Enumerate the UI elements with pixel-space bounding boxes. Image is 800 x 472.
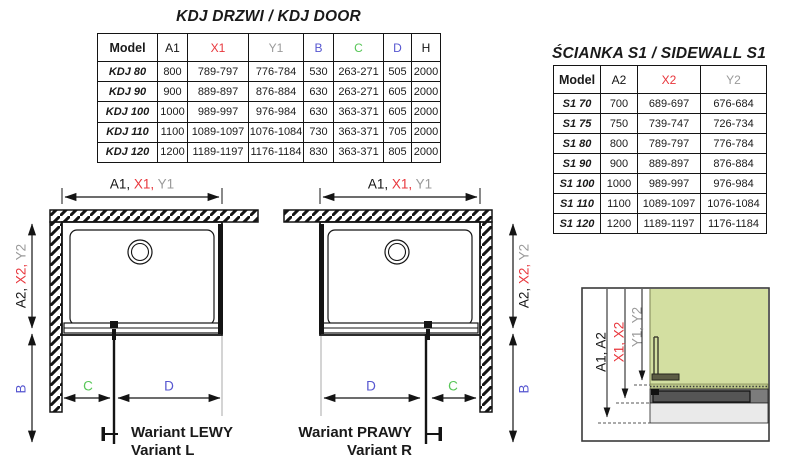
cell: 876-884 [249,82,304,102]
table-row [98,102,441,122]
cell: 1176-1184 [249,142,304,162]
cell: S1 120 [554,214,601,234]
dim-a2: A2, [13,284,29,309]
table-row [554,114,767,134]
col-x2: X2 [638,66,701,94]
cell: 830 [304,142,334,162]
cell: 730 [304,122,334,142]
dim-x2: X2, [516,260,532,285]
cell: 776-784 [249,62,304,82]
dim-label-d: D [366,378,376,394]
cell: 1089-1097 [638,194,701,214]
cell: KDJ 90 [98,82,158,102]
sidewall-table-title: ŚCIANKA S1 / SIDEWALL S1 [551,45,767,62]
variant-left-line1: Wariant LEWY [131,424,233,441]
cell: 630 [304,82,334,102]
cell: S1 90 [554,154,601,174]
table-row [554,214,767,234]
cell: 726-734 [701,114,767,134]
variant-right-line1: Wariant PRAWY [298,424,412,441]
cell: 2000 [412,82,441,102]
col-d: D [384,34,412,62]
cell: 605 [384,82,412,102]
table-row [554,154,767,174]
table-row [554,194,767,214]
col-model: Model [98,34,158,62]
table-row [554,94,767,114]
cell: 705 [384,122,412,142]
cell: S1 110 [554,194,601,214]
cell: 800 [601,134,638,154]
cell: 776-784 [701,134,767,154]
cell: 976-984 [701,174,767,194]
cell: 676-684 [701,94,767,114]
cell: 689-697 [638,94,701,114]
door-hinge [424,321,432,328]
shower-tray [320,222,480,335]
top-wall-hatch [284,210,492,222]
dim-label-a2x2y2 [15,244,28,308]
cell: 1200 [158,142,188,162]
cell: KDJ 80 [98,62,158,82]
dim-x1: X1, [133,176,158,192]
cell: 889-897 [188,82,249,102]
cell: 1200 [601,214,638,234]
cell: 263-271 [334,82,384,102]
cell: 989-997 [638,174,701,194]
col-y1: Y1 [249,34,304,62]
cell: 805 [384,142,412,162]
col-y2: Y2 [701,66,767,94]
cell: 2000 [412,142,441,162]
cell: S1 100 [554,174,601,194]
table-row [98,122,441,142]
door-handle-icon [102,427,106,441]
dim-label-b: B [13,384,29,394]
door-handle-icon [439,427,443,441]
door-table [97,33,441,163]
cell: 1089-1097 [188,122,249,142]
cell: S1 80 [554,134,601,154]
cell: KDJ 100 [98,102,158,122]
col-a1: A1 [158,34,188,62]
dim-y1: Y1 [415,176,433,192]
profile-channel [653,391,750,402]
col-model: Model [554,66,601,94]
profile-foot [652,374,679,380]
detail-label-y1y2: Y1, Y2 [629,306,645,348]
cell: 976-984 [249,102,304,122]
cell: 1100 [158,122,188,142]
col-b: B [304,34,334,62]
door-table-title: KDJ DRZWI / KDJ DOOR [176,8,361,25]
col-a2: A2 [601,66,638,94]
cell: 1189-1197 [638,214,701,234]
cell: 263-271 [334,62,384,82]
sidewall-table-header [554,66,767,94]
cell: 1076-1084 [249,122,304,142]
cell: 1076-1084 [701,194,767,214]
cell: 889-897 [638,154,701,174]
dim-label-d: D [164,378,174,394]
table-row [98,142,441,162]
cell: S1 75 [554,114,601,134]
dim-y1: Y1 [157,176,175,192]
cell: 900 [158,82,188,102]
variant-right-caption [252,424,412,459]
dim-y2: Y2 [516,243,532,261]
dim-a2: A2, [516,284,532,309]
table-row [554,174,767,194]
top-wall-hatch [50,210,258,222]
dim-a1: A1, [109,176,134,192]
wall-profile [218,224,223,334]
wall-profile [319,224,324,334]
cell: 505 [384,62,412,82]
cell: S1 70 [554,94,601,114]
cell: 2000 [412,102,441,122]
cell: 800 [158,62,188,82]
col-c: C [334,34,384,62]
cell: 1189-1197 [188,142,249,162]
variant-right-line2: Variant R [346,441,412,459]
dim-label-a2x2y2 [518,244,531,308]
dim-label-b: B [516,384,532,394]
dim-label-a1x1y1 [110,178,174,191]
cell: 739-747 [638,114,701,134]
variant-left-caption [131,424,233,459]
table-row [98,82,441,102]
variant-left-line2: Variant L [131,441,195,459]
dim-a1: A1, [367,176,392,192]
cell: 989-997 [188,102,249,122]
right-wall-hatch [480,222,492,412]
table-row [98,62,441,82]
door-table-header [98,34,441,62]
cell: 1100 [601,194,638,214]
cell: 1176-1184 [701,214,767,234]
cell: 900 [601,154,638,174]
detail-label-x1x2: X1, X2 [611,321,627,363]
shower-tray [62,222,222,335]
cell: KDJ 110 [98,122,158,142]
col-x1: X1 [188,34,249,62]
glass-panel [650,289,768,384]
profile-band-light [650,403,768,423]
cell: 789-797 [188,62,249,82]
dim-x1: X1, [391,176,416,192]
cell: 363-371 [334,102,384,122]
dim-label-c: C [448,378,458,394]
left-wall-hatch [50,222,62,412]
cell: 363-371 [334,122,384,142]
cell: 700 [601,94,638,114]
cell: 1000 [601,174,638,194]
cell: 2000 [412,62,441,82]
cell: 2000 [412,122,441,142]
cell: 605 [384,102,412,122]
cell: 363-371 [334,142,384,162]
cell: 630 [304,102,334,122]
detail-label-a1a2: A1, A2 [593,332,609,372]
cell: 876-884 [701,154,767,174]
cell: 750 [601,114,638,134]
col-h: H [412,34,441,62]
table-row [554,134,767,154]
cell: 789-797 [638,134,701,154]
dim-x2: X2, [13,260,29,285]
door-hinge [110,321,118,328]
dim-label-c: C [83,378,93,394]
cell: KDJ 120 [98,142,158,162]
dim-label-a1x1y1 [368,178,432,191]
profile-step [651,389,659,395]
dim-y2: Y2 [13,243,29,261]
cell: 1000 [158,102,188,122]
sidewall-table [553,65,767,234]
cell: 530 [304,62,334,82]
